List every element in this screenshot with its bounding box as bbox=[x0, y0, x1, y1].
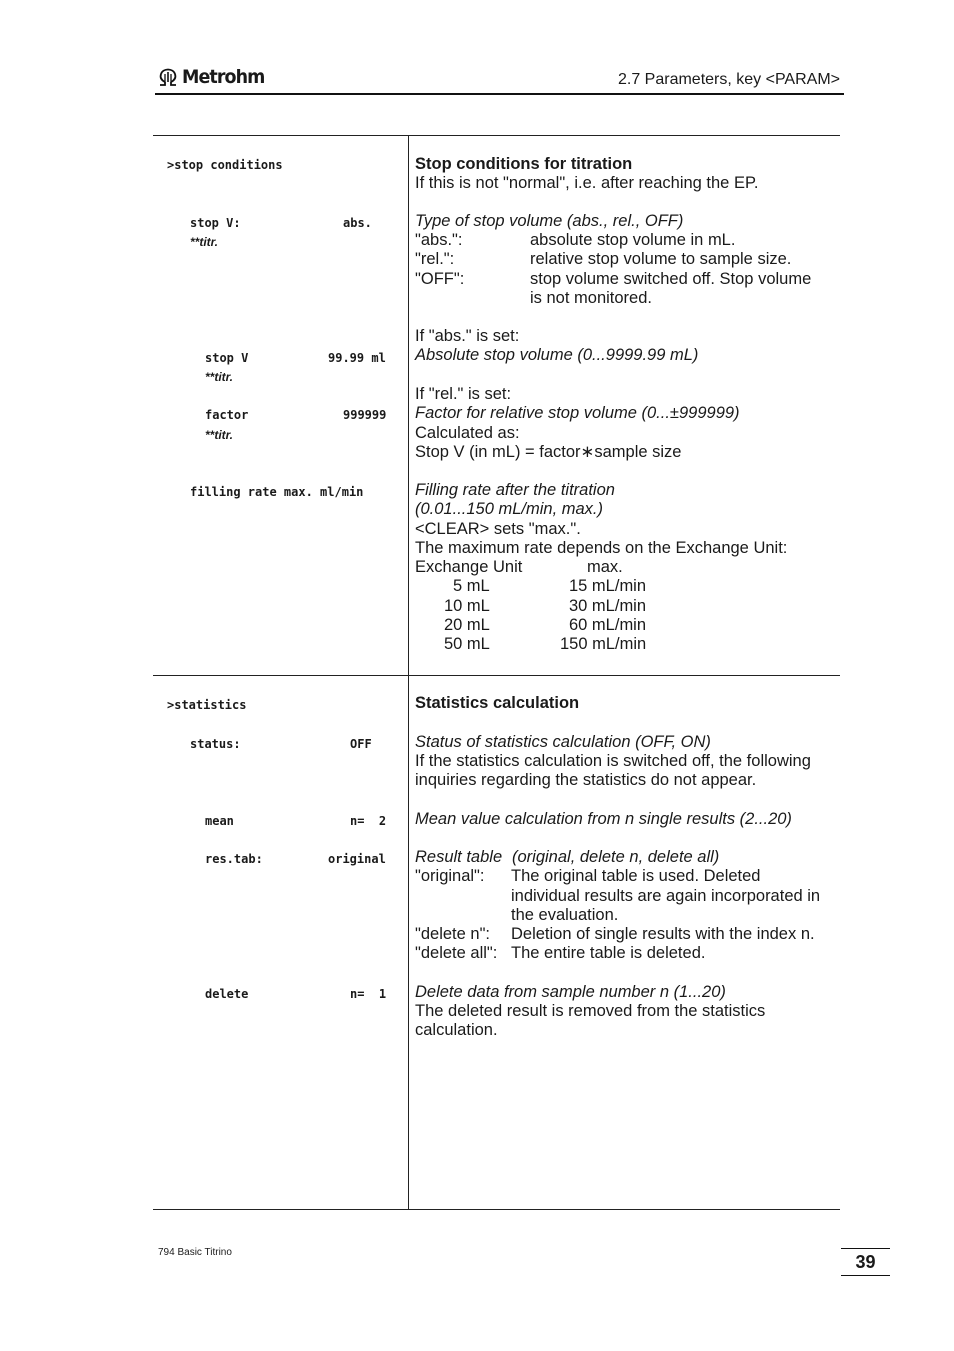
menu-statistics: >statistics bbox=[167, 698, 247, 712]
param-factor-label: factor bbox=[205, 408, 249, 422]
clear-note: <CLEAR> sets "max.". bbox=[415, 520, 581, 538]
status-heading: Status of statistics calculation (OFF, ON) bbox=[415, 733, 711, 751]
param-stopv-abs-value: 99.99 ml bbox=[328, 351, 386, 365]
metrohm-logo bbox=[157, 66, 272, 88]
exchange-unit-header: Exchange Unit bbox=[415, 558, 523, 576]
filling-heading-2: (0.01...150 mL/min, max.) bbox=[415, 500, 603, 518]
max-row-3: 60 mL/min bbox=[569, 616, 647, 634]
param-factor-value: 999999 bbox=[343, 408, 387, 422]
abs-range-text: Absolute stop volume (0...9999.99 mL) bbox=[415, 346, 699, 364]
delete-heading: Delete data from sample number n (1...20) bbox=[415, 983, 726, 1001]
section-divider-rule bbox=[153, 675, 840, 676]
delete-all-key: "delete all": bbox=[415, 944, 498, 962]
table-top-rule bbox=[153, 135, 840, 136]
delete-all-desc: The entire table is deleted. bbox=[511, 944, 706, 962]
delete-desc-2: calculation. bbox=[415, 1021, 498, 1039]
rel-if-text: If "rel." is set: bbox=[415, 385, 512, 403]
omega-logo-icon bbox=[157, 68, 179, 86]
footer-product-name: 794 Basic Titrino bbox=[158, 1247, 232, 1258]
max-header: max. bbox=[587, 558, 623, 576]
param-restab-label: res.tab: bbox=[205, 852, 263, 866]
page-number: 39 bbox=[841, 1248, 890, 1276]
calc-as-text: Calculated as: bbox=[415, 424, 520, 442]
option-desc-rel: relative stop volume to sample size. bbox=[530, 250, 792, 268]
delete-desc-1: The deleted result is removed from the statistics bbox=[415, 1002, 766, 1020]
option-key-abs: "abs.": bbox=[415, 231, 463, 249]
status-desc-2: inquiries regarding the statistics do not appear. bbox=[415, 771, 757, 789]
unit-row-3: 20 mL bbox=[444, 616, 490, 634]
logo-wordmark: Metrohm bbox=[182, 66, 265, 88]
max-rate-note: The maximum rate depends on the Exchange Unit: bbox=[415, 539, 788, 557]
rel-range-text: Factor for relative stop volume (0...±999999) bbox=[415, 404, 740, 422]
delete-n-key: "delete n": bbox=[415, 925, 491, 943]
param-status-value: OFF bbox=[350, 737, 372, 751]
original-key: "original": bbox=[415, 867, 485, 885]
stop-conditions-title: Stop conditions for titration bbox=[415, 155, 633, 173]
restab-heading-range: (original, delete n, delete all) bbox=[512, 848, 720, 866]
titr-tag: **titr. bbox=[205, 428, 234, 442]
option-desc-off: stop volume switched off. Stop volume bbox=[530, 270, 812, 288]
option-key-rel: "rel.": bbox=[415, 250, 455, 268]
max-row-4: 150 mL/min bbox=[560, 635, 647, 653]
unit-row-2: 10 mL bbox=[444, 597, 490, 615]
param-mean-value: n= 2 bbox=[350, 814, 387, 828]
restab-heading-key: Result table bbox=[415, 848, 503, 866]
param-mean-label: mean bbox=[205, 814, 234, 828]
section-title: 2.7 Parameters, key <PARAM> bbox=[617, 71, 840, 88]
menu-stop-conditions: >stop conditions bbox=[167, 158, 283, 172]
param-delete-value: n= 1 bbox=[350, 987, 387, 1001]
param-restab-value: original bbox=[328, 852, 386, 866]
option-desc-off-cont: is not monitored. bbox=[530, 289, 652, 307]
param-delete-label: delete bbox=[205, 987, 249, 1001]
mean-desc: Mean value calculation from n single results (2...20) bbox=[415, 810, 792, 828]
header-rule bbox=[155, 93, 844, 95]
param-stopv-value: abs. bbox=[343, 216, 372, 230]
column-divider bbox=[408, 135, 409, 1210]
delete-n-desc: Deletion of single results with the index n. bbox=[511, 925, 815, 943]
option-desc-abs: absolute stop volume in mL. bbox=[530, 231, 736, 249]
param-stopv-abs-label: stop V bbox=[205, 351, 249, 365]
status-desc-1: If the statistics calculation is switched off, the following bbox=[415, 752, 811, 770]
statistics-title: Statistics calculation bbox=[415, 694, 580, 712]
titr-tag: **titr. bbox=[190, 235, 219, 249]
param-status-label: status: bbox=[190, 737, 241, 751]
stop-conditions-intro: If this is not "normal", i.e. after reaching the EP. bbox=[415, 174, 759, 192]
filling-heading-1: Filling rate after the titration bbox=[415, 481, 615, 499]
original-desc-1: The original table is used. Deleted bbox=[511, 867, 761, 885]
table-bottom-rule bbox=[153, 1209, 840, 1210]
max-row-2: 30 mL/min bbox=[569, 597, 647, 615]
param-filling-rate-label: filling rate max. ml/min bbox=[190, 485, 364, 499]
formula-text: Stop V (in mL) = factor∗sample size bbox=[415, 443, 682, 461]
param-stopv-label: stop V: bbox=[190, 216, 241, 230]
titr-tag: **titr. bbox=[205, 370, 234, 384]
unit-row-1: 5 mL bbox=[453, 577, 490, 595]
unit-row-4: 50 mL bbox=[444, 635, 490, 653]
stop-volume-type-heading: Type of stop volume (abs., rel., OFF) bbox=[415, 212, 684, 230]
max-row-1: 15 mL/min bbox=[569, 577, 647, 595]
original-desc-2: individual results are again incorporated in bbox=[511, 887, 821, 905]
original-desc-3: the evaluation. bbox=[511, 906, 619, 924]
option-key-off: "OFF": bbox=[415, 270, 465, 288]
abs-if-text: If "abs." is set: bbox=[415, 327, 520, 345]
